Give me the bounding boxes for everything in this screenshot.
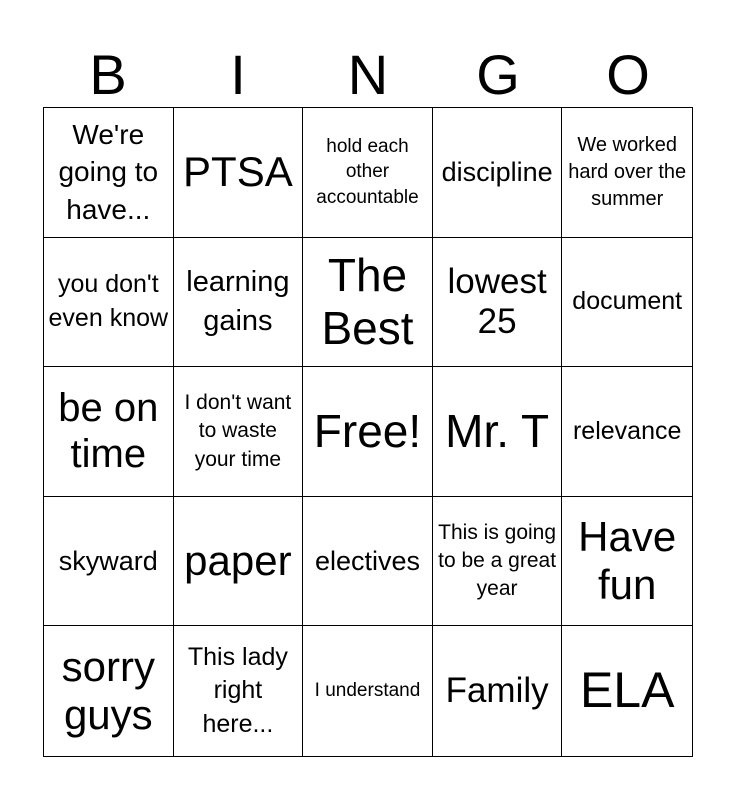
bingo-cell[interactable] <box>433 108 563 238</box>
bingo-cell[interactable] <box>44 108 174 238</box>
bingo-cell[interactable] <box>562 626 692 756</box>
header-letter-o: O <box>606 43 650 106</box>
bingo-cell-text: document <box>572 287 683 316</box>
bingo-cell-text: lowest 25 <box>447 261 547 341</box>
bingo-cell-text: learning gains <box>186 265 290 337</box>
bingo-cell[interactable] <box>303 238 433 368</box>
header-letter-b: B <box>89 43 127 106</box>
bingo-cell-text: sorry guys <box>61 642 155 739</box>
bingo-cell-text: I don't want to waste your time <box>184 390 292 471</box>
bingo-cell-text: discipline <box>441 157 553 188</box>
bingo-cell[interactable] <box>562 108 692 238</box>
bingo-cell-text: We're going to have... <box>58 118 159 226</box>
bingo-cell[interactable] <box>44 238 174 368</box>
bingo-cell-text: relevance <box>572 416 682 445</box>
bingo-cell[interactable] <box>562 238 692 368</box>
header-letter-i: I <box>230 43 246 106</box>
bingo-cell[interactable] <box>303 108 433 238</box>
bingo-cell-text: Have fun <box>578 512 677 609</box>
bingo-cell-text: skyward <box>58 545 158 576</box>
bingo-cell-text: We worked hard over the summer <box>568 133 687 210</box>
bingo-cell-text: The Best <box>321 249 414 354</box>
bingo-cell[interactable] <box>433 238 563 368</box>
bingo-cell[interactable] <box>303 626 433 756</box>
bingo-cell-text: hold each other accountable <box>316 135 419 209</box>
bingo-cell-text: Family <box>445 671 549 711</box>
bingo-cell-text: electives <box>314 545 421 576</box>
bingo-cell-text: I understand <box>314 680 421 702</box>
bingo-cell[interactable] <box>174 108 304 238</box>
bingo-cell[interactable] <box>44 367 174 497</box>
bingo-cell-text: Free! <box>313 405 422 458</box>
bingo-cell[interactable] <box>303 497 433 627</box>
bingo-cell-text: be on time <box>58 386 159 477</box>
bingo-cell[interactable] <box>433 367 563 497</box>
bingo-cell[interactable] <box>174 367 304 497</box>
bingo-cell[interactable] <box>174 626 304 756</box>
bingo-cell[interactable] <box>433 626 563 756</box>
bingo-cell-text: paper <box>184 536 292 584</box>
bingo-cell-text: you don't even know <box>48 270 169 332</box>
bingo-header <box>43 44 693 106</box>
bingo-cell[interactable] <box>562 497 692 627</box>
bingo-cell-text: This lady right here... <box>187 642 288 739</box>
bingo-cell[interactable] <box>303 367 433 497</box>
bingo-cell[interactable] <box>433 497 563 627</box>
bingo-cell-text: This is going to be a great year <box>438 520 557 601</box>
bingo-cell[interactable] <box>174 497 304 627</box>
bingo-cell[interactable] <box>174 238 304 368</box>
bingo-cell[interactable] <box>562 367 692 497</box>
bingo-cell-text: PTSA <box>183 148 293 196</box>
bingo-cell[interactable] <box>44 497 174 627</box>
bingo-card-grid <box>43 107 693 757</box>
bingo-cell[interactable] <box>44 626 174 756</box>
header-letter-g: G <box>476 43 520 106</box>
bingo-cell-text: ELA <box>579 662 675 719</box>
bingo-cell-text: Mr. T <box>445 405 550 458</box>
header-letter-n: N <box>347 43 389 106</box>
